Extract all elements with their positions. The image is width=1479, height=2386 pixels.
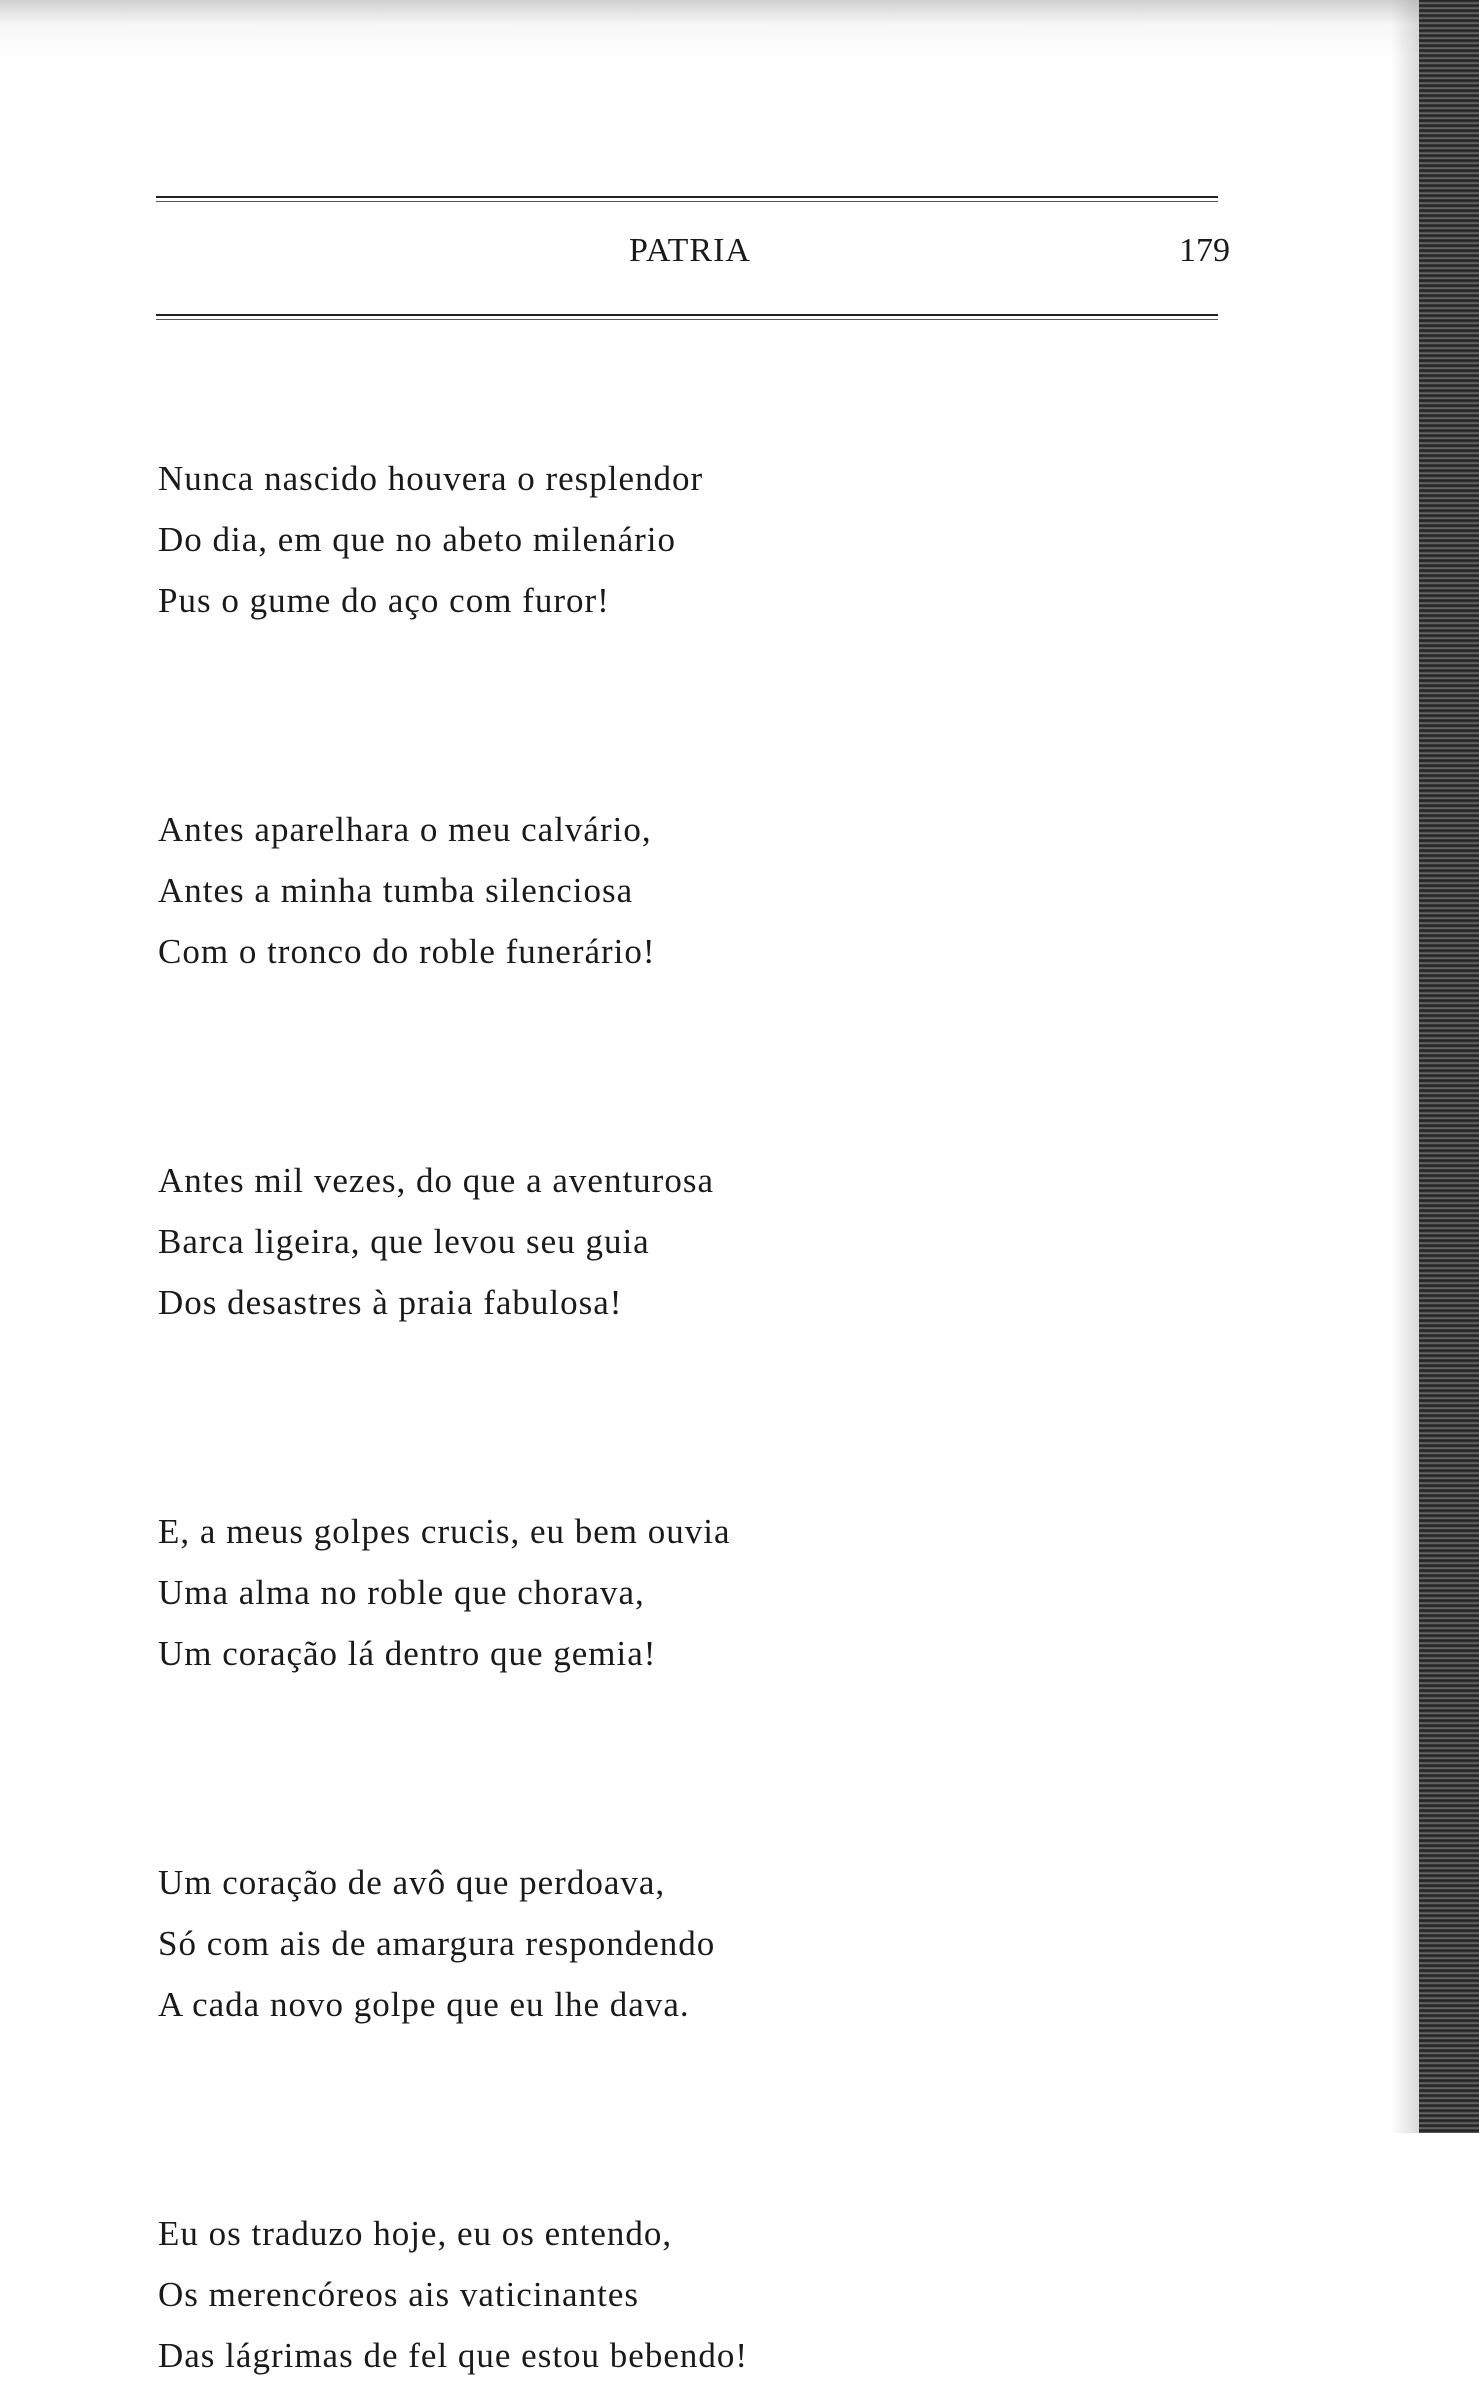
scan-shadow-right (1391, 0, 1419, 2133)
scan-shadow-top (0, 0, 1479, 60)
header-rule-bottom (156, 314, 1218, 320)
stanza (158, 1150, 1118, 1333)
verse-line: A cada novo golpe que eu lhe dava. (158, 1985, 690, 2024)
stanza (158, 799, 1118, 982)
stanza (158, 1501, 1118, 1684)
page-number: 179 (1179, 232, 1230, 269)
verse-line: Antes mil vezes, do que a aventurosa (158, 1161, 714, 1200)
verse-line: Dos desastres à praia fabulosa! (158, 1283, 623, 1322)
verse-line: E, a meus golpes crucis, eu bem ouvia (158, 1512, 731, 1551)
book-spine-edge (1419, 0, 1479, 2133)
verse-line: Do dia, em que no abeto milenário (158, 520, 676, 559)
stanza (158, 1852, 1118, 2035)
verse-line: Com o tronco do roble funerário! (158, 932, 656, 971)
verse-line: Um coração de avô que perdoava, (158, 1863, 666, 1902)
verse-line: Só com ais de amargura respondendo (158, 1924, 716, 1963)
verse-line: Das lágrimas de fel que estou bebendo! (158, 2336, 749, 2375)
verse-line: Eu os traduzo hoje, eu os entendo, (158, 2214, 673, 2253)
header-rule-top (156, 196, 1218, 202)
running-title: PATRIA (629, 232, 751, 269)
verse-line: Um coração lá dentro que gemia! (158, 1634, 657, 1673)
verse-line: Nunca nascido houvera o resplendor (158, 459, 704, 498)
poem-body (158, 448, 1118, 2386)
verse-line: Antes aparelhara o meu calvário, (158, 810, 652, 849)
stanza (158, 448, 1118, 631)
verse-line: Pus o gume do aço com furor! (158, 581, 610, 620)
verse-line: Uma alma no roble que chorava, (158, 1573, 645, 1612)
verse-line: Antes a minha tumba silenciosa (158, 871, 634, 910)
verse-line: Os merencóreos ais vaticinantes (158, 2275, 639, 2314)
verse-line: Barca ligeira, que levou seu guia (158, 1222, 650, 1261)
stanza (158, 2203, 1118, 2386)
